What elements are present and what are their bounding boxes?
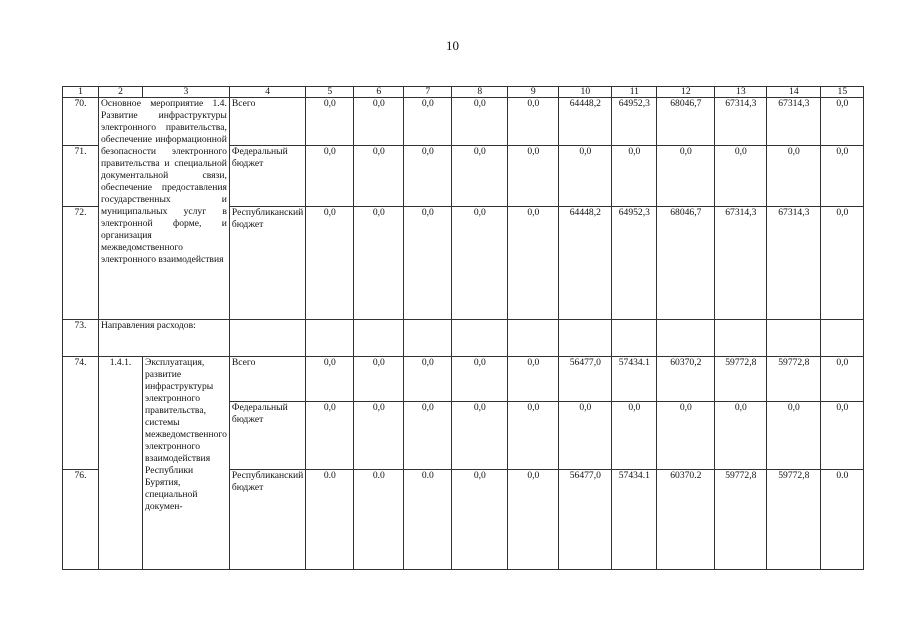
value-cell: 0,0	[508, 207, 559, 320]
item-code: 1.4.1.	[99, 357, 143, 570]
value-cell: 0,0	[306, 146, 354, 207]
value-cell: 0,0	[452, 470, 508, 570]
value-cell: 64448,2	[559, 207, 612, 320]
value-cell: 0,0	[306, 98, 354, 146]
value-cell: 64448,2	[559, 98, 612, 146]
value-cell: 0,0	[354, 146, 404, 207]
funding-source: Всего	[229, 98, 305, 146]
value-cell: 0,0	[508, 146, 559, 207]
col-header: 5	[306, 87, 354, 98]
value-cell: 64952,3	[612, 98, 657, 146]
row-number: 73.	[63, 320, 99, 357]
value-cell: 0,0	[612, 146, 657, 207]
value-cell: 0,0	[452, 357, 508, 402]
value-cell: 68046,7	[657, 207, 715, 320]
funding-source: Всего	[229, 357, 305, 402]
value-cell: 0,0	[354, 357, 404, 402]
value-cell: 60370.2	[657, 470, 715, 570]
col-header: 8	[452, 87, 508, 98]
value-cell: 0,0	[354, 402, 404, 470]
column-number-row	[63, 87, 864, 98]
value-cell: 0,0	[404, 357, 452, 402]
value-cell: 67314,3	[715, 98, 767, 146]
budget-table	[62, 86, 864, 570]
funding-source: Федеральный бюджет	[229, 146, 305, 207]
value-cell: 0,0	[821, 402, 864, 470]
value-cell: 0,0	[821, 146, 864, 207]
value-cell: 0,0	[821, 98, 864, 146]
value-cell: 0,0	[452, 98, 508, 146]
col-header: 2	[99, 87, 143, 98]
value-cell: 0,0	[767, 146, 821, 207]
value-cell: 0,0	[404, 402, 452, 470]
value-cell: 0,0	[452, 207, 508, 320]
value-cell: 0,0	[657, 146, 715, 207]
value-cell: 0,0	[452, 146, 508, 207]
value-cell: 0,0	[821, 357, 864, 402]
page-number: 10	[446, 38, 459, 53]
col-header: 6	[354, 87, 404, 98]
value-cell: 67314,3	[715, 207, 767, 320]
col-header: 1	[63, 87, 99, 98]
row-number: 76.	[63, 470, 99, 570]
value-cell: 0,0	[508, 357, 559, 402]
value-cell: 0.0	[404, 470, 452, 570]
value-cell: 59772,8	[715, 357, 767, 402]
value-cell: 56477,0	[559, 357, 612, 402]
value-cell: 0,0	[306, 357, 354, 402]
value-cell: 0.0	[821, 470, 864, 570]
value-cell: 64952,3	[612, 207, 657, 320]
value-cell: 0,0	[657, 402, 715, 470]
value-cell: 0,0	[508, 98, 559, 146]
col-header: 3	[143, 87, 230, 98]
item-description: Эксплуатация, развитие инфраструктуры электронного правительства, системы межведомственного электронного взаимодействия Республики Бурятия, специальной докумен-	[143, 357, 230, 570]
value-cell: 0,0	[452, 402, 508, 470]
value-cell: 0,0	[508, 402, 559, 470]
value-cell: 0,0	[559, 402, 612, 470]
directions-label: Направления расходов:	[99, 320, 230, 357]
value-cell: 68046,7	[657, 98, 715, 146]
col-header: 10	[559, 87, 612, 98]
value-cell: 0,0	[767, 402, 821, 470]
value-cell: 0,0	[612, 402, 657, 470]
row-number: 72.	[63, 207, 99, 320]
value-cell: 59772,8	[767, 470, 821, 570]
table-row	[63, 357, 864, 402]
col-header: 13	[715, 87, 767, 98]
table-row	[63, 98, 864, 146]
value-cell: 60370,2	[657, 357, 715, 402]
value-cell: 67314,3	[767, 207, 821, 320]
col-header: 4	[229, 87, 305, 98]
value-cell: 57434.1	[612, 470, 657, 570]
value-cell: 56477,0	[559, 470, 612, 570]
funding-source: Федеральный бюджет	[229, 402, 305, 470]
value-cell: 0,0	[559, 146, 612, 207]
value-cell: 59772,8	[767, 357, 821, 402]
value-cell: 0,0	[715, 402, 767, 470]
value-cell: 0,0	[306, 402, 354, 470]
col-header: 9	[508, 87, 559, 98]
value-cell: 0,0	[508, 470, 559, 570]
col-header: 11	[612, 87, 657, 98]
row-number: 74.	[63, 357, 99, 470]
row-number: 70.	[63, 98, 99, 146]
row-number: 71.	[63, 146, 99, 207]
funding-source: Республиканский бюджет	[229, 207, 305, 320]
value-cell: 0,0	[404, 207, 452, 320]
value-cell: 0,0	[821, 207, 864, 320]
table-row	[63, 320, 864, 357]
funding-source: Республиканский бюджет	[229, 470, 305, 570]
value-cell: 0,0	[354, 98, 404, 146]
value-cell: 0,0	[404, 98, 452, 146]
value-cell: 57434.1	[612, 357, 657, 402]
value-cell: 0,0	[404, 146, 452, 207]
value-cell: 67314,3	[767, 98, 821, 146]
value-cell: 0.0	[306, 470, 354, 570]
col-header: 14	[767, 87, 821, 98]
measure-description: Основное мероприятие 1.4. Развитие инфраструктуры электронного правительства, обеспечение информационной безопасности электронного правительства и специальной документальной связи, обеспечение предоставления государственных и муниципальных услуг в электронной форме, и организация межведомственного электронного взаимодействия	[99, 98, 230, 320]
col-header: 7	[404, 87, 452, 98]
value-cell: 59772,8	[715, 470, 767, 570]
value-cell: 0,0	[306, 207, 354, 320]
col-header: 12	[657, 87, 715, 98]
value-cell: 0.0	[354, 470, 404, 570]
value-cell: 0,0	[715, 146, 767, 207]
col-header: 15	[821, 87, 864, 98]
value-cell: 0,0	[354, 207, 404, 320]
